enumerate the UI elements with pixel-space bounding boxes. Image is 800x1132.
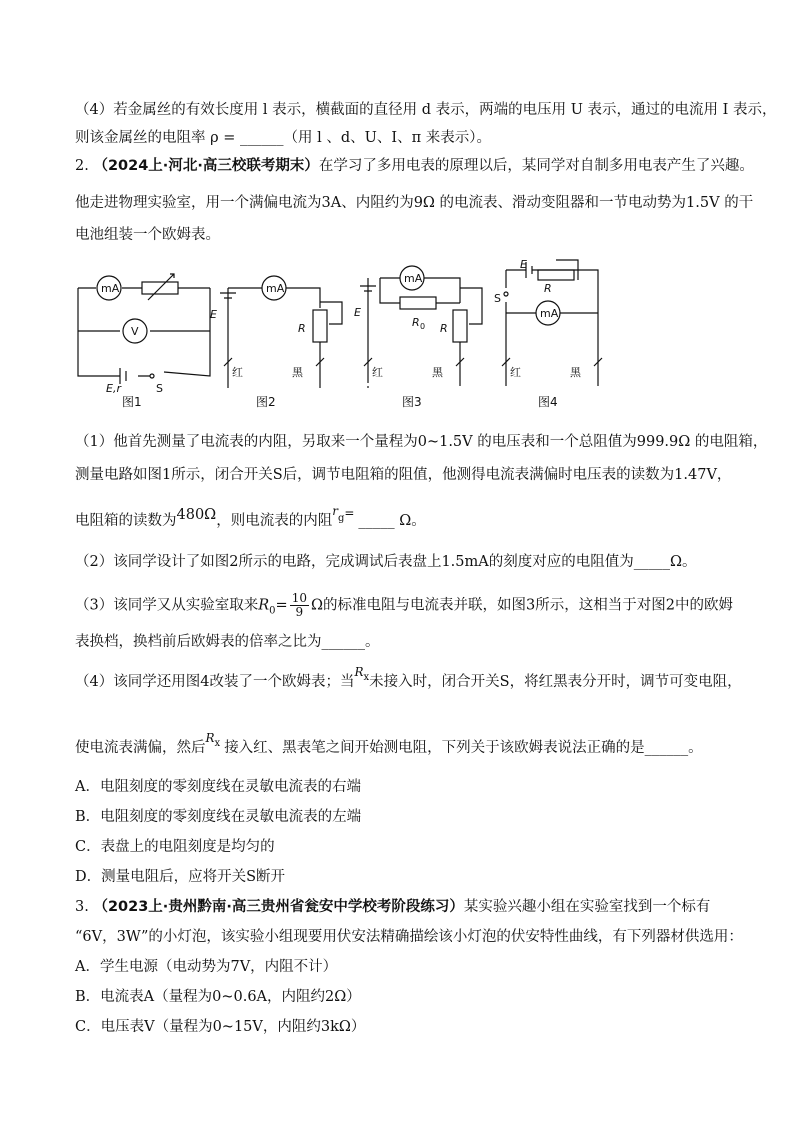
fig4-red-label: 红 — [510, 366, 521, 379]
q1-part4-line2: 则该金属丝的电阻率 ρ = ______（用 l 、d、U、I、π 来表示）。 — [75, 130, 491, 146]
q2-part3-line1 — [75, 592, 733, 621]
fig4-black-label: 黑 — [570, 366, 581, 379]
q2-part4-text-d: 接入红、黑表笔之间开始测电阻，下列关于该欧姆表说法正确的是______。 — [224, 740, 703, 756]
q2-intro-2: 他走进物理实验室，用一个满偏电流为3A、内阻约为9Ω 的电流表、滑动变阻器和一节电动势为1.5V 的干 — [75, 195, 754, 211]
fig1-circuit — [78, 274, 210, 384]
q3-number: 3. — [75, 899, 89, 915]
q3-source: （2023上·贵州黔南·高三贵州省瓮安中学校考阶段练习） — [93, 899, 464, 915]
fig2-e-label: E — [210, 308, 217, 321]
q2-part1-text-c: ，则电流表的内阻 — [216, 513, 333, 529]
fig4-e-label: E — [520, 258, 527, 271]
q3-intro-1: 某实验兴趣小组在实验室找到一个标有 — [463, 899, 711, 915]
fig3-r-label: R — [440, 322, 448, 335]
q3-option-a: A．学生电源（电动势为7V，内阻不计） — [75, 959, 338, 975]
fig3-rheostat-icon — [453, 310, 467, 342]
q2-part2: （2）该同学设计了如图2所示的电路，完成调试后表盘上1.5mA的刻度对应的电阻值为_____Ω。 — [75, 554, 697, 570]
q2-part1-line1: （1）他首先测量了电流表的内阻，另取来一个量程为0~1.5V 的电压表和一个总阻值为999.9Ω 的电阻箱， — [75, 434, 768, 450]
q2-part1-answer-blank: _____ Ω。 — [358, 513, 426, 529]
q3-option-c: C．电压表V（量程为0~15V，内阻约3kΩ） — [75, 1019, 366, 1035]
fig3-r0-sub: 0 — [420, 322, 426, 331]
q2-part3-r0-symbol: R — [258, 597, 270, 614]
q3-option-b: B．电流表A（量程为0~0.6A，内阻约2Ω） — [75, 989, 361, 1005]
q2-part1-rg-symbol: r — [332, 504, 338, 518]
fig3-black-label: 黑 — [432, 366, 443, 379]
q2-part3-unit: Ω — [310, 597, 323, 614]
q2-part4-rx-symbol-2: R — [205, 731, 215, 745]
fig4-caption: 图4 — [538, 395, 558, 408]
q2-part4-rx-sub: x — [363, 671, 370, 683]
q2-part1-text-a: 电阻箱的读数为 — [75, 513, 177, 529]
q1-part4-line1: （4）若金属丝的有效长度用 l 表示，横截面的直径用 d 表示，两端的电压用 U 表示，通过的电流用 I 表示， — [75, 102, 777, 118]
fig1-s-label: S — [156, 382, 163, 395]
q2-part1-line3 — [75, 504, 426, 537]
fig1-v-label: V — [131, 325, 139, 338]
q2-part3-text-b: 的标准电阻与电流表并联，如图3所示，这相当于对图2中的欧姆 — [323, 597, 733, 614]
q2-part3-r0-sub: 0 — [269, 605, 276, 617]
q2-part4-line1 — [75, 665, 742, 698]
q2-number: 2. — [75, 158, 89, 174]
q2-circuit-figures — [70, 258, 630, 408]
fig1-switch-icon — [150, 374, 154, 378]
fig1-ma-label: mA — [101, 282, 120, 295]
fig3-r0-label: R — [412, 316, 420, 329]
q2-part3-fraction — [290, 592, 309, 619]
q2-option-c: C．表盘上的电阻刻度是均匀的 — [75, 839, 275, 855]
q2-part4-rx-symbol: R — [354, 665, 364, 679]
q2-part3-numerator: 10 — [291, 591, 307, 605]
q2-part4-text-b: 未接入时，闭合开关S，将红黑表分开时，调节可变电阻， — [369, 674, 742, 690]
q2-part1-rg-sub: g — [337, 512, 345, 524]
fig3-caption: 图3 — [402, 395, 422, 408]
q2-part1-box-reading: 480Ω — [176, 507, 217, 523]
q2-part4-line2 — [75, 731, 703, 764]
fig2-red-label: 红 — [232, 366, 243, 379]
fig1-er-label: E,r — [106, 382, 121, 395]
fig2-rheostat-icon — [313, 310, 327, 342]
q2-intro-1: 在学习了多用电表的原理以后，某同学对自制多用电表产生了兴趣。 — [318, 158, 754, 174]
q2-part4-rx-sub-2: x — [214, 737, 221, 749]
q2-part3-text-a: （3）该同学又从实验室取来 — [75, 597, 259, 614]
q2-part4-text-a: （4）该同学还用图4改装了一个欧姆表；当 — [75, 674, 355, 690]
q2-part3-line2: 表换档，换档前后欧姆表的倍率之比为______。 — [75, 634, 380, 650]
fig4-r-label: R — [544, 282, 552, 295]
q2-part3-denominator: 9 — [295, 605, 304, 619]
fig4-s-label: S — [494, 292, 501, 305]
q2-part4-text-c: 使电流表满偏，然后 — [75, 740, 206, 756]
q2-part1-equals: = — [344, 506, 355, 520]
fig3-ma-label: mA — [404, 272, 423, 285]
q3-header — [75, 897, 710, 917]
fig3-red-label: 红 — [372, 366, 383, 379]
q2-part3-equals: = — [275, 597, 288, 614]
fig2-ma-label: mA — [266, 282, 285, 295]
fig2-black-label: 黑 — [292, 366, 303, 379]
fig4-rheostat-icon — [538, 270, 574, 280]
fig3-e-label: E — [354, 306, 361, 319]
fig1-caption: 图1 — [122, 395, 142, 408]
q3-intro-2: “6V，3W”的小灯泡，该实验小组现要用伏安法精确描绘该小灯泡的伏安特性曲线，有下列器材供选用： — [75, 929, 743, 945]
fig2-battery-icon — [220, 288, 236, 358]
q2-header — [75, 156, 754, 176]
q2-part1-line2: 测量电路如图1所示，闭合开关S后，调节电阻箱的阻值，他测得电流表满偏时电压表的读数为1.47V， — [75, 467, 732, 483]
fig4-ma-label: mA — [540, 307, 559, 320]
fig3-resistor-r0-icon — [400, 297, 436, 309]
q2-intro-3: 电池组装一个欧姆表。 — [75, 227, 220, 243]
q2-source: （2024上·河北·高三校联考期末） — [93, 158, 319, 174]
fig2-r-label: R — [298, 322, 306, 335]
fig4-switch-icon — [504, 292, 508, 296]
fig2-caption: 图2 — [256, 395, 276, 408]
q2-option-b: B．电阻刻度的零刻度线在灵敏电流表的左端 — [75, 809, 362, 825]
q2-option-d: D．测量电阻后，应将开关S断开 — [75, 869, 286, 885]
q2-option-a: A．电阻刻度的零刻度线在灵敏电流表的右端 — [75, 779, 361, 795]
